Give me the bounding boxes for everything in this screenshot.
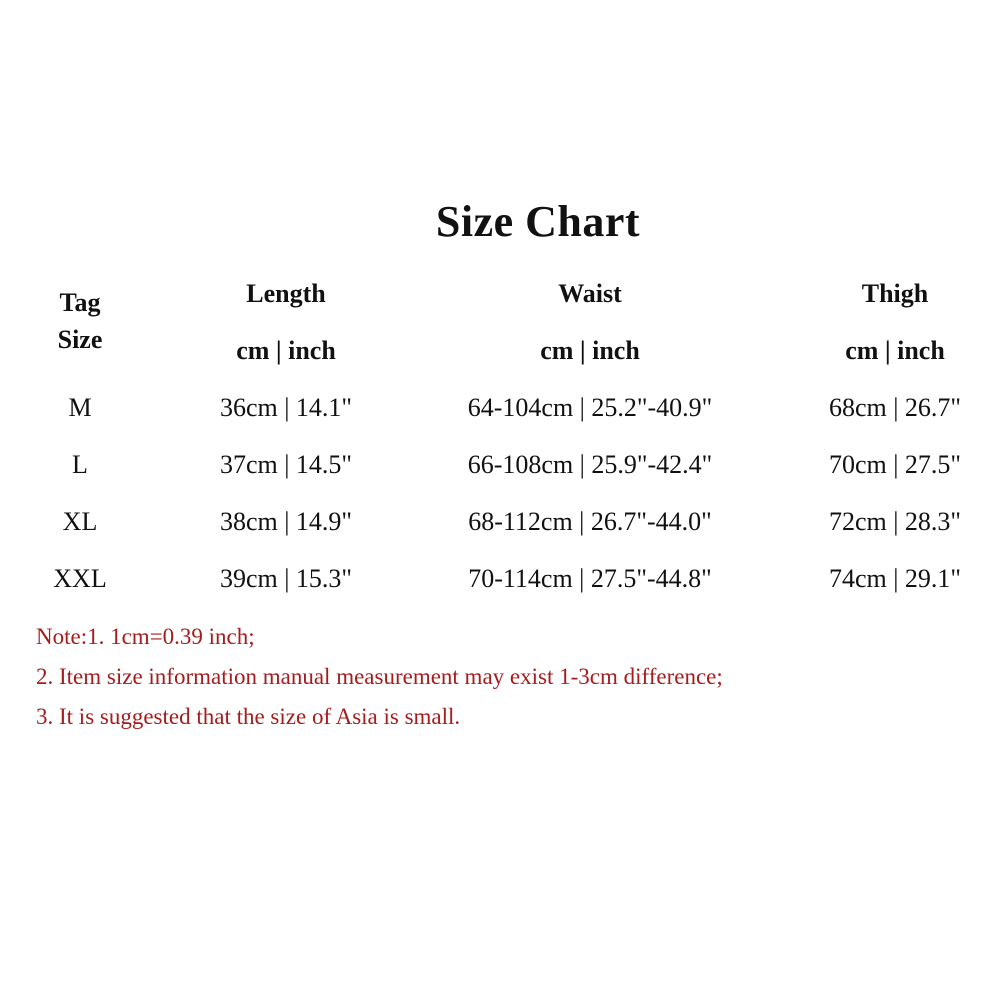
row-thigh: 68cm | 26.7" (828, 393, 962, 422)
header-thigh: Thigh (861, 279, 929, 308)
notes-block (36, 624, 723, 744)
note-line: Note:1. 1cm=0.39 inch; (36, 624, 255, 649)
row-size: L (72, 450, 88, 479)
row-waist: 70-114cm | 27.5"-44.8" (468, 564, 712, 593)
row-waist: 68-112cm | 26.7"-44.0" (468, 507, 712, 536)
note-line: 2. Item size information manual measurement may exist 1-3cm difference; (36, 664, 723, 689)
row-size: XL (62, 507, 98, 536)
note-line: 3. It is suggested that the size of Asia is small. (36, 704, 461, 729)
row-waist: 64-104cm | 25.2"-40.9" (467, 393, 713, 422)
row-length: 37cm | 14.5" (219, 450, 353, 479)
header-length-unit: cm | inch (236, 336, 336, 365)
row-waist: 66-108cm | 25.9"-42.4" (467, 450, 713, 479)
row-length: 36cm | 14.1" (219, 393, 353, 422)
header-waist: Waist (558, 279, 622, 308)
header-thigh-unit: cm | inch (845, 336, 945, 365)
size-chart-title: Size Chart (435, 197, 641, 246)
header-length: Length (246, 279, 326, 308)
header-waist-unit: cm | inch (540, 336, 640, 365)
row-length: 39cm | 15.3" (219, 564, 353, 593)
row-size: M (68, 393, 92, 422)
row-size: XXL (53, 564, 107, 593)
row-thigh: 74cm | 29.1" (828, 564, 962, 593)
row-length: 38cm | 14.9" (219, 507, 353, 536)
header-size: Size (57, 325, 103, 354)
row-thigh: 72cm | 28.3" (828, 507, 962, 536)
row-thigh: 70cm | 27.5" (828, 450, 962, 479)
header-tag: Tag (59, 288, 101, 317)
